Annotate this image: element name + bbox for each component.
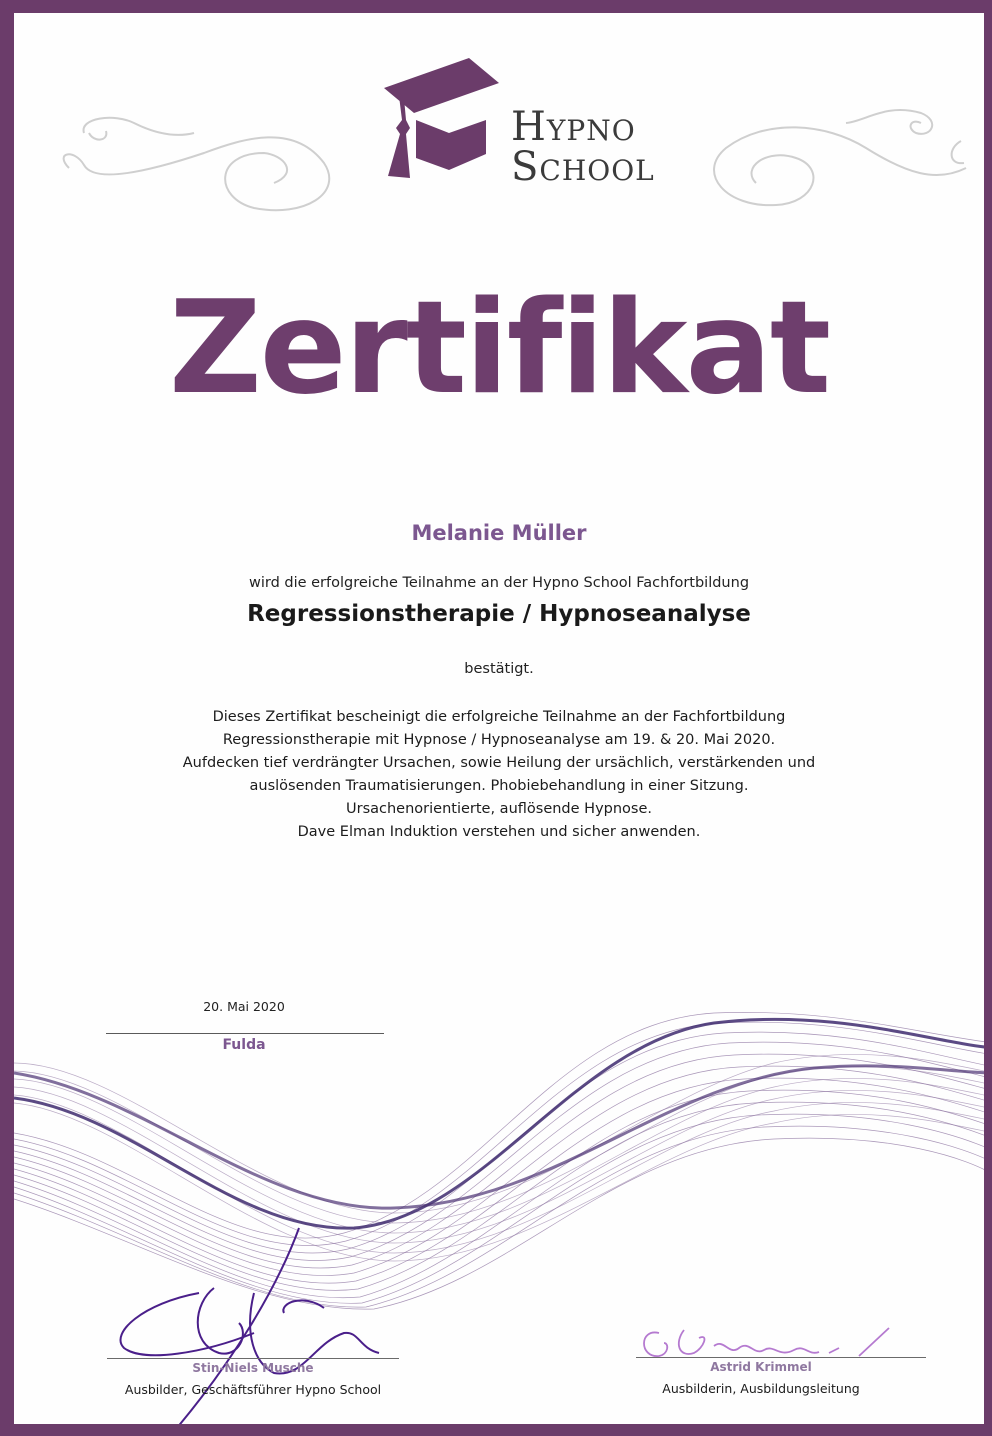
description-line: Ursachenorientierte, auflösende Hypnose. bbox=[346, 801, 652, 817]
description-line: Dieses Zertifikat bescheinigt die erfolgreiche Teilnahme an der Fachfortbildung bbox=[212, 709, 786, 725]
confirmation-text: bestätigt. bbox=[464, 661, 534, 677]
brand-line-1: HYPNO bbox=[511, 104, 636, 150]
signature-left-scribble bbox=[104, 1213, 394, 1436]
recipient-name: Melanie Müller bbox=[411, 521, 587, 545]
signer-left-role: Ausbilder, Geschäftsführer Hypno School bbox=[124, 1382, 382, 1397]
description-line: Dave Elman Induktion verstehen und sicher anwenden. bbox=[297, 824, 701, 840]
signer-right-name: Astrid Krimmel bbox=[710, 1360, 812, 1374]
description-line: Regressionstherapie mit Hypnose / Hypnoseanalyse am 19. & 20. Mai 2020. bbox=[222, 732, 776, 748]
signer-right-role: Ausbilderin, Ausbildungsleitung bbox=[662, 1381, 860, 1396]
place-divider bbox=[106, 1033, 384, 1034]
brand-line-2: SCHOOL bbox=[511, 144, 655, 190]
right-swirl-ornament bbox=[686, 93, 986, 213]
brand-wordmark bbox=[511, 104, 655, 190]
description-line: auslösenden Traumatisierungen. Phobiebehandlung in einer Sitzung. bbox=[249, 778, 749, 794]
signature-right-line bbox=[636, 1357, 926, 1358]
signer-left-name: Stin-Niels Musche bbox=[192, 1361, 314, 1375]
graduation-cap-icon bbox=[374, 58, 514, 178]
left-swirl-ornament bbox=[44, 93, 344, 213]
course-title: Regressionstherapie / Hypnoseanalyse bbox=[247, 601, 751, 627]
intro-text: wird die erfolgreiche Teilnahme an der Hypno School Fachfortbildung bbox=[248, 575, 750, 591]
certificate-title: Zertifikat bbox=[168, 274, 830, 423]
issue-date: 20. Mai 2020 bbox=[203, 999, 285, 1014]
signature-left-line bbox=[107, 1358, 399, 1359]
issue-place: Fulda bbox=[222, 1037, 266, 1053]
description-line: Aufdecken tief verdrängter Ursachen, sowie Heilung der ursächlich, verstärkenden und bbox=[182, 755, 816, 771]
description-block bbox=[14, 706, 984, 844]
